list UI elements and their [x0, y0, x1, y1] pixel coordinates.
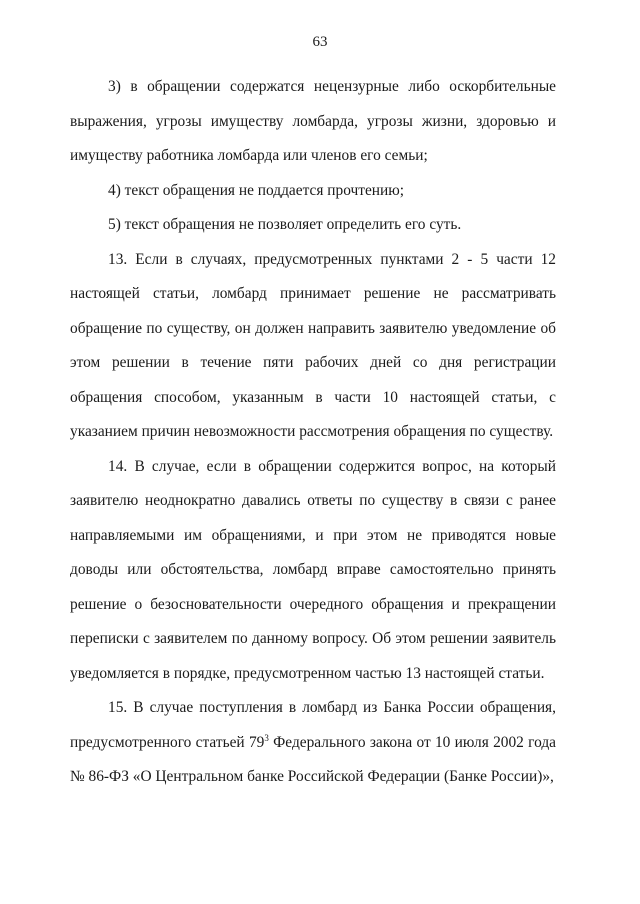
- paragraph-section-15-start: 15. В случае поступления в ломбард из Банка России обращения, предусмотренного статьей 79: [70, 699, 556, 751]
- page-number: 63: [312, 34, 328, 50]
- article-superscript: 3: [264, 732, 269, 743]
- paragraph-section-14: 14. В случае, если в обращении содержится вопрос, на который заявителю неоднократно давались ответы по существу в связи с ранее направляемыми им обращениями, и при этом не приводятся новые доводы или обстоятельства, ломбард вправе самостоятельно принять решение о безосновательности очередного обращения и прекращении переписки с заявителем по данному вопросу. Об этом решении заявитель уведомляется в порядке, предусмотренном частью 13 настоящей статьи.: [70, 457, 556, 682]
- paragraph-section-15: [70, 691, 556, 795]
- paragraph-item-3: 3) в обращении содержатся нецензурные либо оскорбительные выражения, угрозы имуществу ломбарда, угрозы жизни, здоровью и имуществу работника ломбарда или членов его семьи;: [70, 78, 556, 164]
- document-body: [70, 70, 556, 795]
- paragraph-item-5: 5) текст обращения не позволяет определить его суть.: [108, 216, 462, 233]
- paragraph-section-13: 13. Если в случаях, предусмотренных пунктами 2 - 5 части 12 настоящей статьи, ломбард принимает решение не рассматривать обращение по существу, он должен направить заявителю уведомление об этом решении в течение пяти рабочих дней со дня регистрации обращения способом, указанным в части 10 настоящей статьи, с указанием причин невозможности рассмотрения обращения по существу.: [70, 250, 556, 440]
- paragraph-item-4: 4) текст обращения не поддается прочтению;: [108, 181, 405, 199]
- paragraph-section-15-end: Федерального закона от 10 июля 2002 года № 86-ФЗ «О Центральном банке Российской Федерации (Банке России)»,: [70, 733, 556, 785]
